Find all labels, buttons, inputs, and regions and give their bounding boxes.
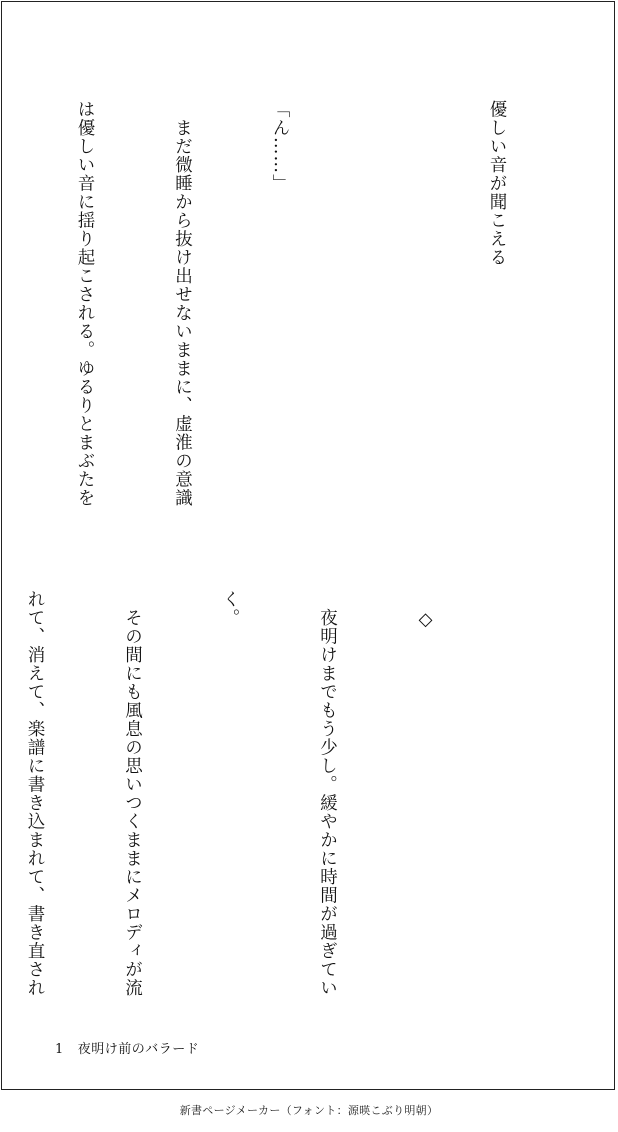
text-line: く。 bbox=[220, 590, 240, 627]
text-line: れて、消えて、楽譜に書き込まれて、書き直され bbox=[25, 590, 45, 997]
upper-text-block bbox=[18, 100, 578, 540]
page-number: 1 bbox=[55, 1042, 64, 1057]
text-line: その間にも風息の思いつくままにメロディが流 bbox=[122, 590, 143, 997]
chapter-heading: 優しい音が聞こえる bbox=[487, 100, 507, 267]
lower-text-block bbox=[25, 590, 506, 1030]
book-page bbox=[1, 1, 615, 1090]
diamond-icon: ◇ bbox=[415, 608, 436, 631]
text-line: 夜明けまでもう少し。緩やかに時間が過ぎてい bbox=[317, 590, 338, 997]
page-footer bbox=[55, 1038, 199, 1057]
text-line bbox=[0, 100, 4, 540]
text-line: は優しい音に揺り起こされる。ゆるりとまぶたを bbox=[75, 100, 95, 507]
generator-credit: 新書ページメーカー（フォント：源暎こぶり明朝） bbox=[179, 1104, 439, 1117]
text-line: 「ん……」 bbox=[270, 100, 290, 193]
section-break bbox=[409, 590, 442, 1030]
blank-line bbox=[383, 100, 416, 540]
running-title: 夜明け前のバラード bbox=[77, 1042, 200, 1057]
text-line: まだ微睡から抜け出せないままに、虚淮の意識 bbox=[172, 100, 193, 507]
